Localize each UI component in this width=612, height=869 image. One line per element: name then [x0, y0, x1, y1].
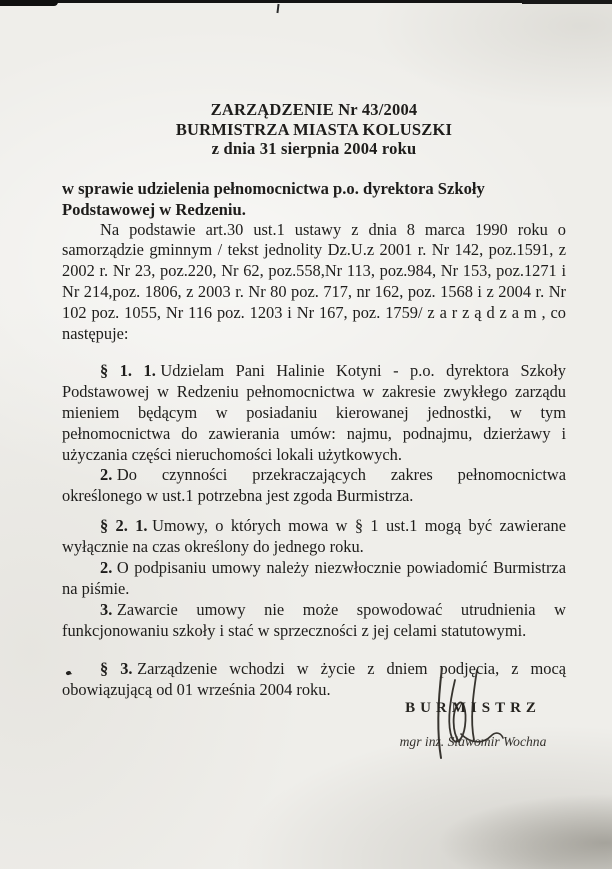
paragraph-marker: § 3.: [100, 658, 133, 678]
body-paragraph: [62, 465, 566, 507]
paragraph-text: Udzielam Pani Halinie Kotyni - p.o. dyrektora Szkoły Podstawowej w Redzeniu pełnomocnictwa w zakresie zwykłego zarządu mieniem będącym w posiadaniu kierowanej jednostki, w tym pełnomocnictwa do zawierania umów: najmu, podnajmu, dzierżawy i użyczania części nieruchomości lokali użytkowych.: [62, 360, 566, 464]
paragraph-marker: § 1. 1.: [100, 360, 156, 380]
signature-block: [398, 700, 548, 750]
scan-artifact-top-edge: [0, 0, 612, 3]
title-line-issuer: BURMISTRZA MIASTA KOLUSZKI: [175, 119, 453, 139]
document-content: [62, 100, 566, 701]
body-paragraph: [62, 558, 566, 600]
body-paragraph: [62, 516, 566, 558]
paragraph-marker: § 2. 1.: [100, 516, 148, 536]
document-subject: w sprawie udzielenia pełnomocnictwa p.o. dyrektora Szkoły Podstawowej w Redzeniu.: [62, 178, 485, 219]
document-body: [62, 220, 566, 701]
section-2: [62, 516, 566, 641]
paragraph-text: Do czynności przekraczających zakres pełnomocnictwa określonego w ust.1 potrzebna jest zgoda Burmistrza.: [62, 465, 566, 506]
paragraph-text: Zawarcie umowy nie może spowodować utrudnienia w funkcjonowaniu szkoły i stać w sprzeczności z jej celami statutowymi.: [62, 599, 566, 640]
paragraph-marker: 2.: [100, 558, 113, 578]
paragraph-text: Zarządzenie wchodzi w życie z dniem podjęcia, z mocą obowiązującą od 01 września 2004 roku.: [62, 658, 566, 699]
body-paragraph: [62, 361, 566, 466]
signatory-title: BURMISTRZ: [405, 700, 541, 716]
scan-artifact-top-right: [522, 0, 612, 4]
paragraph-marker: 2.: [100, 465, 113, 485]
legal-basis-paragraph: Na podstawie art.30 ust.1 ustawy z dnia 8 marca 1990 roku o samorządzie gminnym / tekst jednolity Dz.U.z 2001 r. Nr 142, poz.1591, z 2002 r. Nr 23, poz.220, Nr 62, poz.558,Nr 113, poz.984, Nr 153, poz.1271 i Nr 214,poz. 1806, z 2003 r. Nr 80 poz. 717, nr 162, poz. 1568 i z 2004 r. Nr 102 poz. 1055, Nr 116 poz. 1203 i Nr 167, poz. 1759/ z a r z ą d z a m , co następuje:: [62, 219, 566, 344]
title-line-date: z dnia 31 sierpnia 2004 roku: [211, 139, 417, 158]
body-paragraph: [62, 600, 566, 642]
title-line-number: ZARZĄDZENIE Nr 43/2004: [210, 100, 418, 119]
paragraph-marker: 3.: [100, 599, 113, 619]
scan-artifact-top-left: [0, 0, 58, 6]
signatory-name: mgr inż. Sławomir Wochna: [399, 734, 547, 749]
scan-artifact-tick: [276, 4, 279, 13]
paragraph-text: O podpisaniu umowy należy niezwłocznie powiadomić Burmistrza na piśmie.: [62, 558, 566, 598]
document-title-block: [62, 100, 566, 159]
section-1: [62, 361, 566, 507]
paragraph-text: Umowy, o których mowa w § 1 ust.1 mogą być zawierane wyłącznie na czas określony do jednego roku.: [62, 516, 566, 557]
